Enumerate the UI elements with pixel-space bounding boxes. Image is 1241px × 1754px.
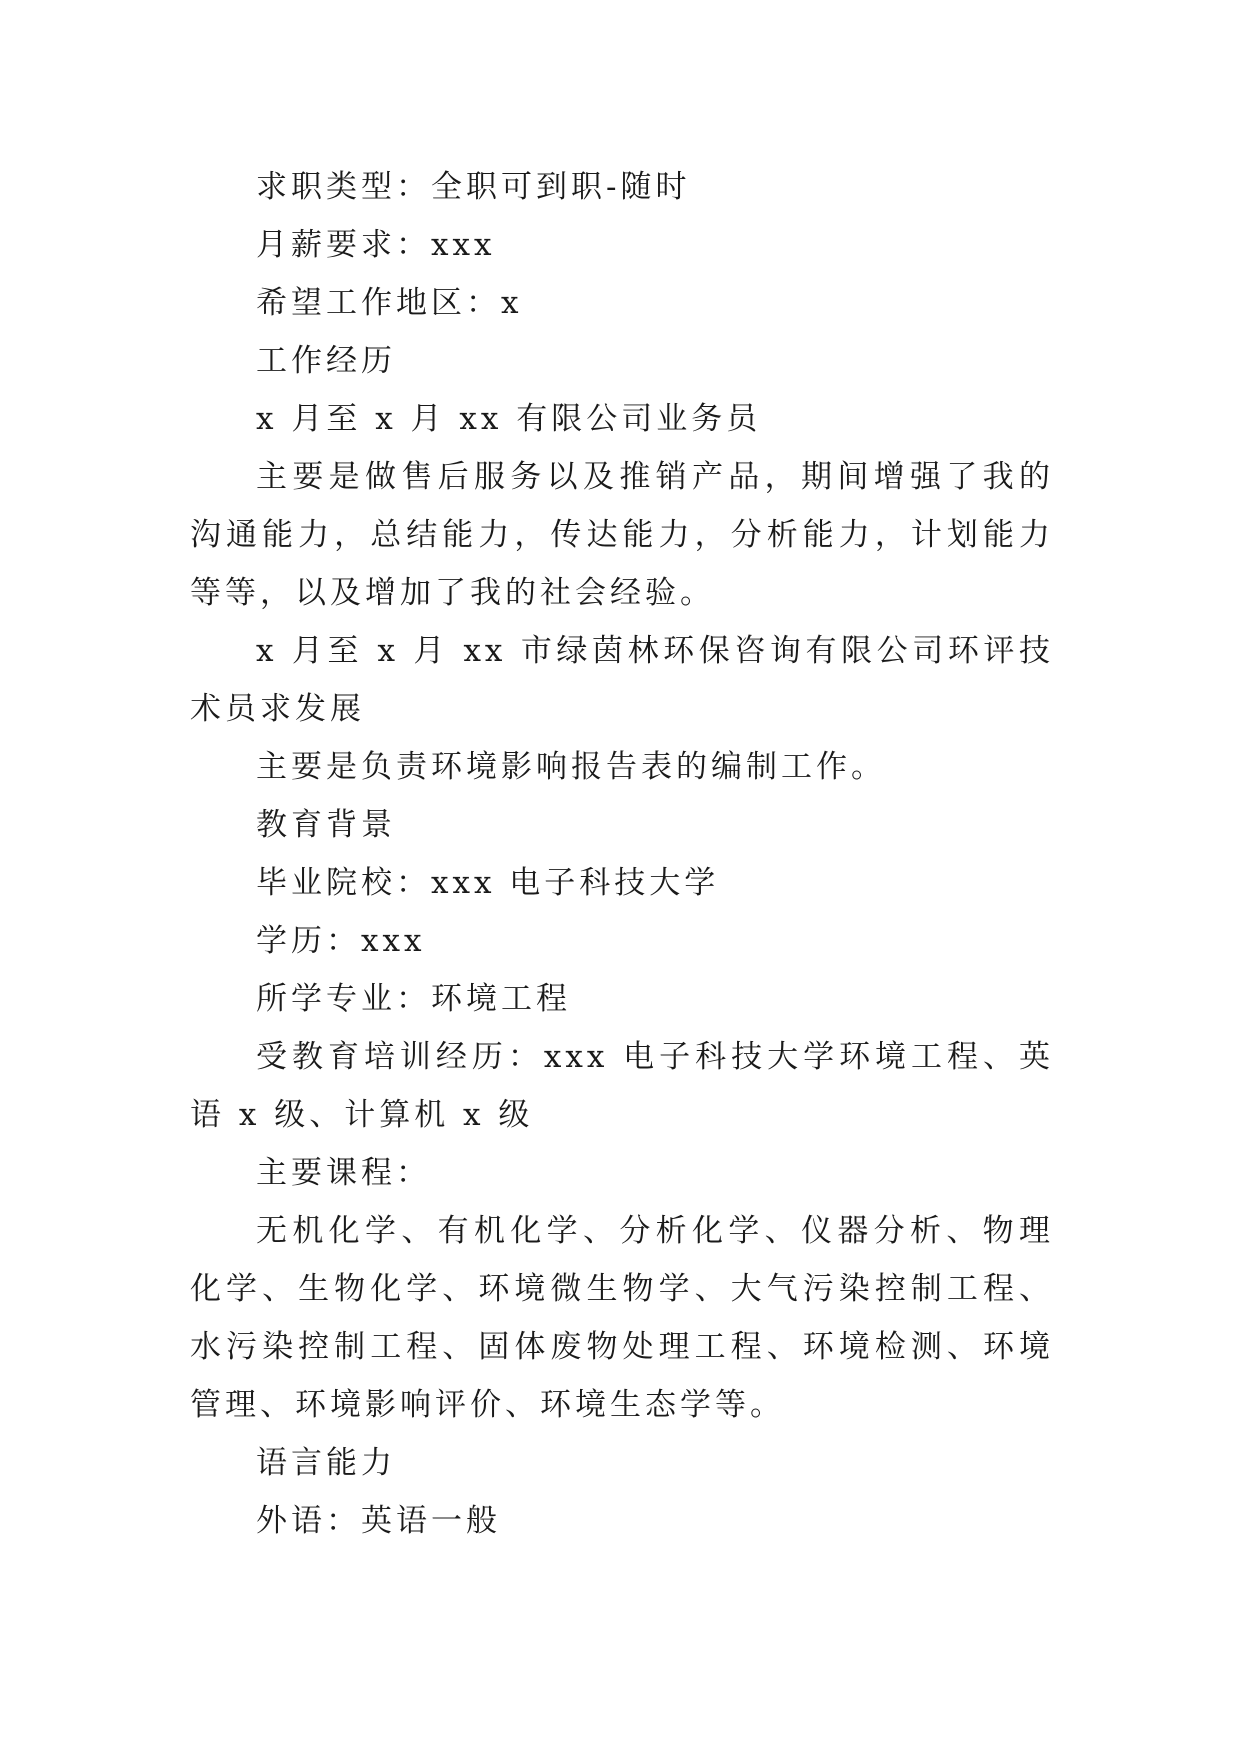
salary-line: 月薪要求：xxx [256, 227, 496, 263]
education-heading: 教育背景 [256, 807, 396, 843]
job-type-line: 求职类型：全职可到职-随时 [256, 169, 691, 205]
training-line: 受教育培训经历：xxx 电子科技大学环境工程、英语 x 级、计算机 x 级 [190, 1039, 1054, 1133]
document-body [190, 158, 1054, 1550]
major-line: 所学专业：环境工程 [256, 981, 571, 1017]
work-entry-2-description: 主要是负责环境影响报告表的编制工作。 [256, 749, 886, 785]
work-entry-1-title: x 月至 x 月 xx 有限公司业务员 [256, 401, 762, 437]
desired-location-line: 希望工作地区：x [256, 285, 523, 321]
language-heading: 语言能力 [256, 1445, 396, 1481]
school-line: 毕业院校：xxx 电子科技大学 [256, 865, 720, 901]
courses-list: 无机化学、有机化学、分析化学、仪器分析、物理化学、生物化学、环境微生物学、大气污染控制工程、水污染控制工程、固体废物处理工程、环境检测、环境管理、环境影响评价、环境生态学等。 [190, 1213, 1054, 1423]
work-entry-1-description: 主要是做售后服务以及推销产品，期间增强了我的沟通能力，总结能力，传达能力，分析能力，计划能力等等，以及增加了我的社会经验。 [190, 459, 1054, 611]
foreign-language-line: 外语：英语一般 [256, 1503, 501, 1539]
work-entry-2-title: x 月至 x 月 xx 市绿茵林环保咨询有限公司环评技术员求发展 [190, 633, 1054, 727]
courses-heading: 主要课程： [256, 1155, 431, 1191]
work-experience-heading: 工作经历 [256, 343, 396, 379]
degree-line: 学历：xxx [256, 923, 426, 959]
